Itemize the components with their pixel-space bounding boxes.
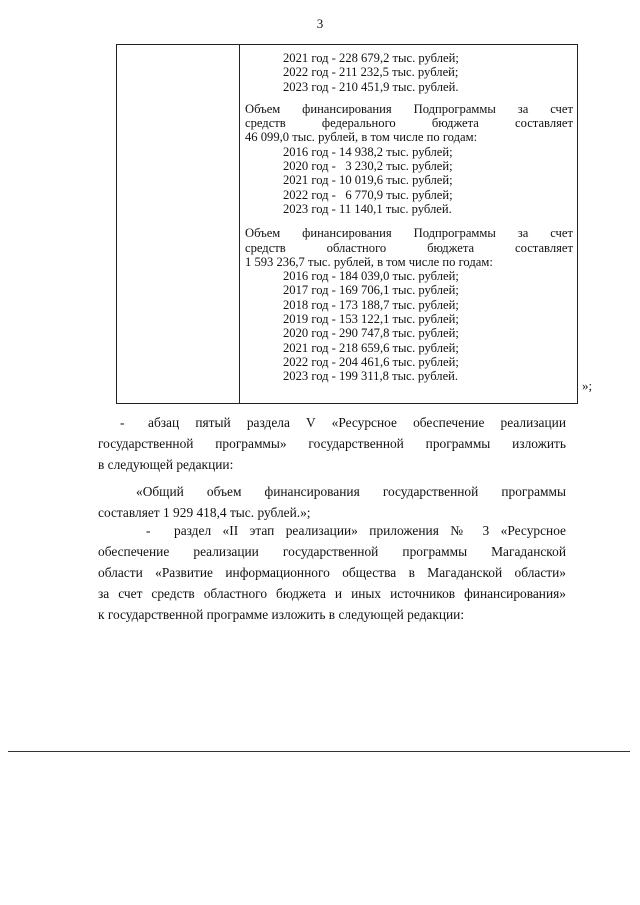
federal-text-line: Объем финансирования Подпрограммы за счет: [245, 101, 573, 116]
paragraph-line-text: «Общий объем финансирования государственной программы: [136, 484, 566, 499]
year-line: 2020 год - 290 747,8 тыс. рублей;: [283, 326, 459, 341]
year-line: 2018 год - 173 188,7 тыс. рублей;: [283, 297, 459, 312]
year-line: 2023 год - 11 140,1 тыс. рублей.: [283, 201, 452, 216]
paragraph-line: обеспечение реализации государственной программы Магаданской: [98, 544, 566, 559]
regional-text-line: Объем финансирования Подпрограммы за счет: [245, 226, 573, 241]
federal-budget-block: [245, 102, 573, 216]
page-number: 3: [316, 16, 324, 31]
year-line: 2023 год - 210 451,9 тыс. рублей.: [283, 79, 459, 94]
closing-quote: »;: [582, 378, 593, 393]
paragraph-line: [98, 481, 566, 502]
paragraph-section-v: [98, 412, 566, 475]
paragraph-line: области «Развитие информационного общества в Магаданской области»: [98, 565, 566, 580]
federal-year-list: [245, 145, 573, 216]
year-line: 2019 год - 153 122,1 тыс. рублей;: [283, 312, 459, 327]
financing-cell: [245, 51, 573, 384]
paragraph-line: составляет 1 929 418,4 тыс. рублей.»;: [98, 505, 311, 520]
federal-text-line: 46 099,0 тыс. рублей, в том числе по годам:: [245, 130, 478, 145]
page-bottom-rule: [8, 751, 630, 752]
paragraph-line: [98, 412, 566, 433]
paragraph-total-financing: [98, 481, 566, 523]
year-line: 2020 год - 3 230,2 тыс. рублей;: [283, 159, 453, 174]
dash-marker: -: [146, 523, 151, 538]
paragraph-line: за счет средств областного бюджета и иных источников финансирования»: [98, 586, 566, 601]
year-line: 2022 год - 211 232,5 тыс. рублей;: [283, 65, 459, 80]
year-line: 2017 год - 169 706,1 тыс. рублей;: [283, 283, 459, 298]
year-line: 2021 год - 218 659,6 тыс. рублей;: [283, 340, 459, 355]
year-line: 2021 год - 10 019,6 тыс. рублей;: [283, 173, 453, 188]
regional-budget-block: [245, 226, 573, 383]
regional-year-list: [245, 269, 573, 383]
paragraph-line: к государственной программе изложить в следующей редакции:: [98, 607, 465, 622]
year-line: 2022 год - 204 461,6 тыс. рублей;: [283, 354, 459, 369]
paragraph-appendix-3: [98, 520, 566, 625]
column-divider: [239, 45, 240, 403]
regional-text-line: 1 593 236,7 тыс. рублей, в том числе по годам:: [245, 254, 493, 269]
year-line: 2016 год - 14 938,2 тыс. рублей;: [283, 144, 453, 159]
year-line: 2016 год - 184 039,0 тыс. рублей;: [283, 269, 459, 284]
year-line: 2023 год - 199 311,8 тыс. рублей.: [283, 369, 459, 384]
paragraph-line: в следующей редакции:: [98, 457, 234, 472]
year-line: 2021 год - 228 679,2 тыс. рублей;: [283, 51, 459, 65]
paragraph-line: [98, 520, 566, 541]
intro-year-list: [245, 51, 573, 94]
financing-table: [116, 44, 578, 404]
year-line: 2022 год - 6 770,9 тыс. рублей;: [283, 187, 453, 202]
regional-text-line: средств областного бюджета составляет: [245, 240, 573, 255]
paragraph-line-text: раздел «II этап реализации» приложения № 3 «Ресурсное: [174, 523, 566, 538]
dash-marker: -: [120, 415, 125, 430]
paragraph-line-text: абзац пятый раздела V «Ресурсное обеспечение реализации: [148, 415, 566, 430]
paragraph-line: государственной программы» государственной программы изложить: [98, 436, 566, 451]
federal-text-line: средств федерального бюджета составляет: [245, 116, 573, 131]
